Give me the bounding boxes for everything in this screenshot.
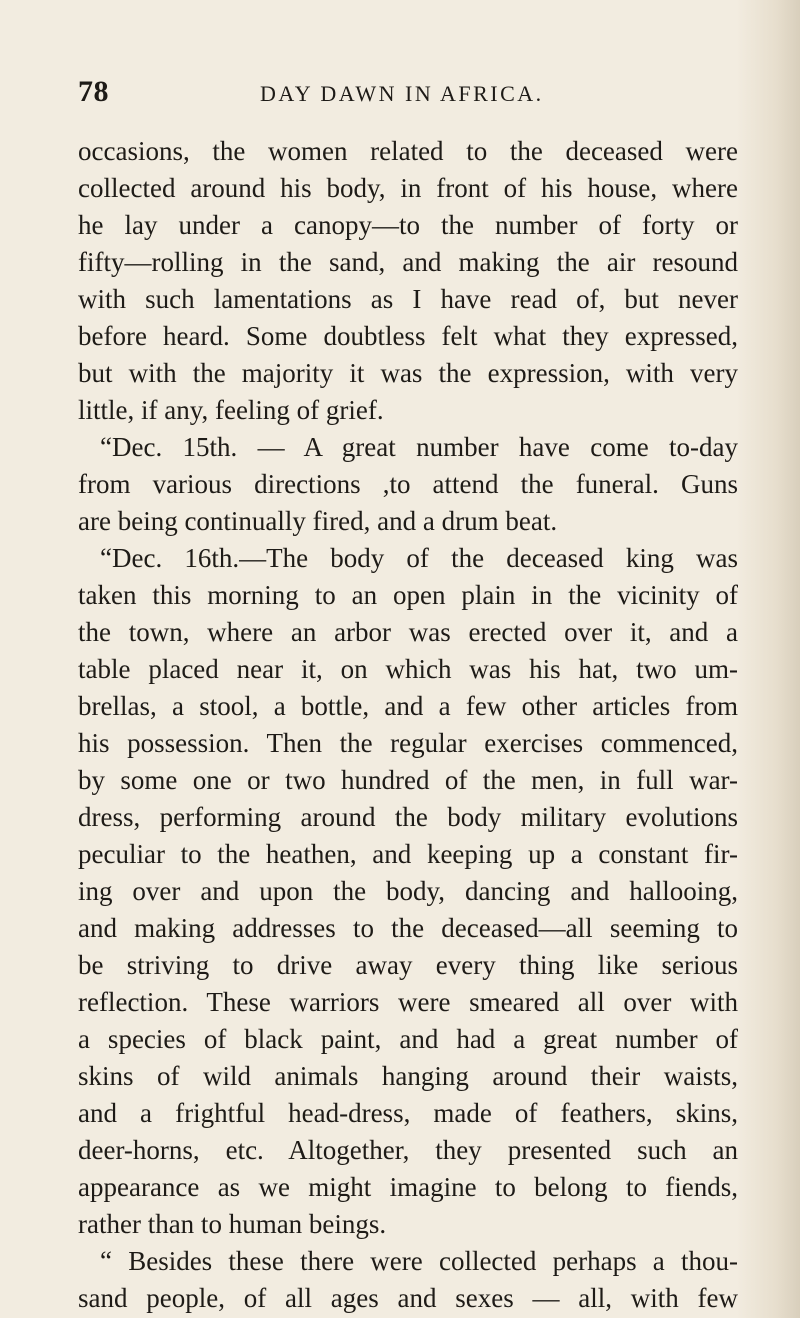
text-line: are being continually fired, and a drum beat.	[78, 506, 558, 536]
text-line: deer-horns, etc. Altogether, they presented such an	[78, 1135, 738, 1165]
text-line: “Dec. 15th. — A great number have come to-day	[100, 432, 738, 462]
text-line: and making addresses to the deceased—all seeming to	[78, 913, 738, 943]
text-line: collected around his body, in front of his house, where	[78, 173, 738, 203]
text-line: peculiar to the heathen, and keeping up a constant fir-	[78, 839, 738, 869]
text-line: fifty—rolling in the sand, and making the air resound	[78, 247, 738, 277]
text-line: his possession. Then the regular exercises commenced,	[78, 728, 738, 758]
text-line: but with the majority it was the expression, with very	[78, 358, 738, 388]
text-line: skins of wild animals hanging around their waists,	[78, 1061, 738, 1091]
running-title: DAY DAWN IN AFRICA.	[260, 81, 544, 106]
text-line: appearance as we might imagine to belong to fiends,	[78, 1172, 738, 1202]
text-line: be striving to drive away every thing like serious	[78, 950, 738, 980]
text-line: a species of black paint, and had a great number of	[78, 1024, 738, 1054]
text-line: dress, performing around the body military evolutions	[78, 802, 738, 832]
text-line: he lay under a canopy—to the number of forty or	[78, 210, 738, 240]
text-line: little, if any, feeling of grief.	[78, 395, 384, 425]
text-line: before heard. Some doubtless felt what they expressed,	[78, 321, 738, 351]
text-line: brellas, a stool, a bottle, and a few other articles from	[78, 691, 738, 721]
body-text	[78, 133, 738, 1317]
text-line: sand people, of all ages and sexes — all, with few	[78, 1283, 738, 1313]
text-line: with such lamentations as I have read of, but never	[78, 284, 738, 314]
text-line: occasions, the women related to the deceased were	[78, 136, 738, 166]
text-line: from various directions ,to attend the funeral. Guns	[78, 469, 738, 499]
text-line: the town, where an arbor was erected over it, and a	[78, 617, 738, 647]
text-line: table placed near it, on which was his hat, two um-	[78, 654, 738, 684]
text-line: ing over and upon the body, dancing and hallooing,	[78, 876, 738, 906]
text-line: “Dec. 16th.—The body of the deceased king was	[100, 543, 738, 573]
page-header	[78, 74, 738, 114]
text-line: and a frightful head-dress, made of feathers, skins,	[78, 1098, 738, 1128]
text-line: by some one or two hundred of the men, in full war-	[78, 765, 738, 795]
page-number: 78	[78, 75, 109, 108]
text-line: rather than to human beings.	[78, 1209, 387, 1239]
text-line: reflection. These warriors were smeared all over with	[78, 987, 738, 1017]
text-line: “ Besides these there were collected perhaps a thou-	[100, 1246, 738, 1276]
text-line: taken this morning to an open plain in the vicinity of	[78, 580, 738, 610]
